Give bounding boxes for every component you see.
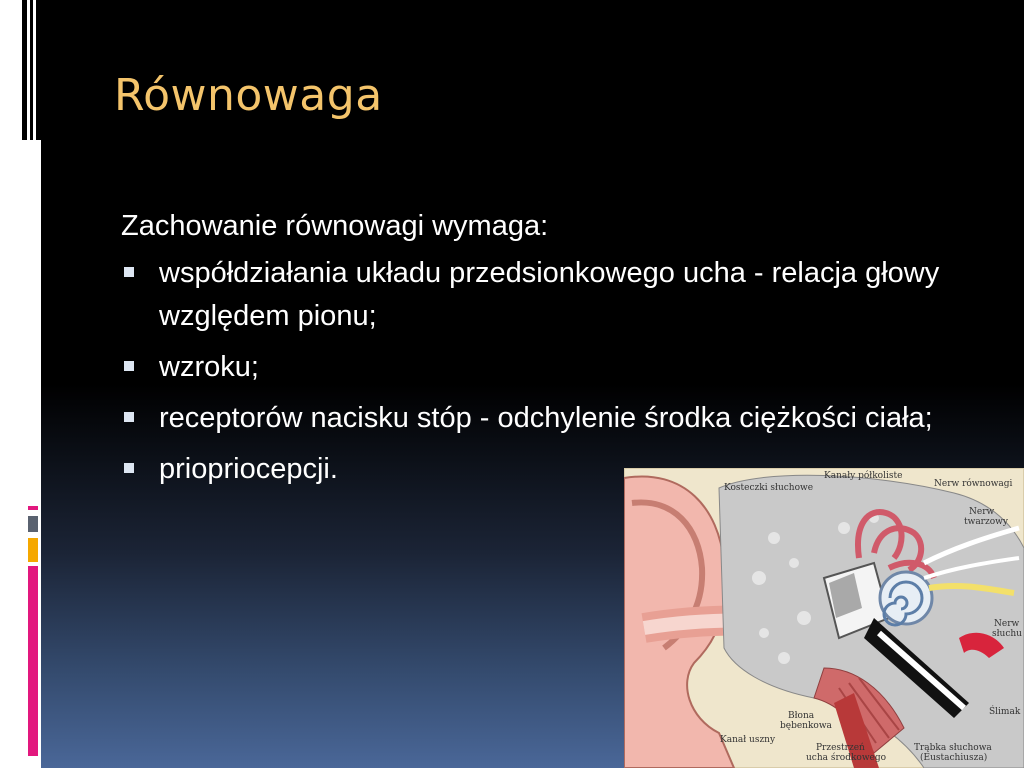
label-nerw-rownowagi: Nerw równowagi [934, 479, 1013, 489]
label-kosteczki: Kosteczki słuchowe [724, 483, 814, 493]
ear-anatomy-diagram [624, 468, 1024, 768]
slide-body [121, 205, 961, 499]
label-nerw-twarzowy-2: twarzowy [964, 517, 1008, 527]
label-trabka-2: (Eustachiusza) [920, 753, 988, 763]
bullet-list [121, 252, 961, 491]
bullet-item: współdziałania układu przedsionkowego ucha - relacja głowy względem pionu; [121, 252, 961, 338]
label-nerw-sluchu-1: Nerw [994, 619, 1020, 629]
bullet-item: priopriocepcji. [121, 448, 961, 491]
label-przestrzen-1: Przestrzeń [816, 743, 865, 753]
label-kanal-uszny: Kanał uszny [720, 735, 776, 745]
bullet-item: receptorów nacisku stóp - odchylenie środka ciężkości ciała; [121, 397, 961, 440]
label-blona-1: Błona [788, 711, 815, 721]
label-przestrzen-2: ucha środkowego [806, 753, 887, 763]
square-bullet-icon [124, 267, 134, 277]
label-trabka-1: Trąbka słuchowa [914, 743, 992, 753]
square-bullet-icon [124, 463, 134, 473]
bullet-item: wzroku; [121, 346, 961, 389]
label-nerw-sluchu-2: słuchu [992, 629, 1022, 639]
label-kanaly: Kanały półkoliste [824, 471, 903, 481]
lead-text: Zachowanie równowagi wymaga: [121, 210, 549, 242]
decorative-accent-blocks [28, 506, 38, 756]
label-nerw-twarzowy-1: Nerw [969, 507, 995, 517]
label-slimak: Ślimak [989, 707, 1021, 717]
square-bullet-icon [124, 361, 134, 371]
slide-title: Równowaga [114, 70, 383, 121]
label-blona-2: bębenkowa [780, 721, 832, 731]
decorative-bars [22, 0, 41, 140]
square-bullet-icon [124, 412, 134, 422]
